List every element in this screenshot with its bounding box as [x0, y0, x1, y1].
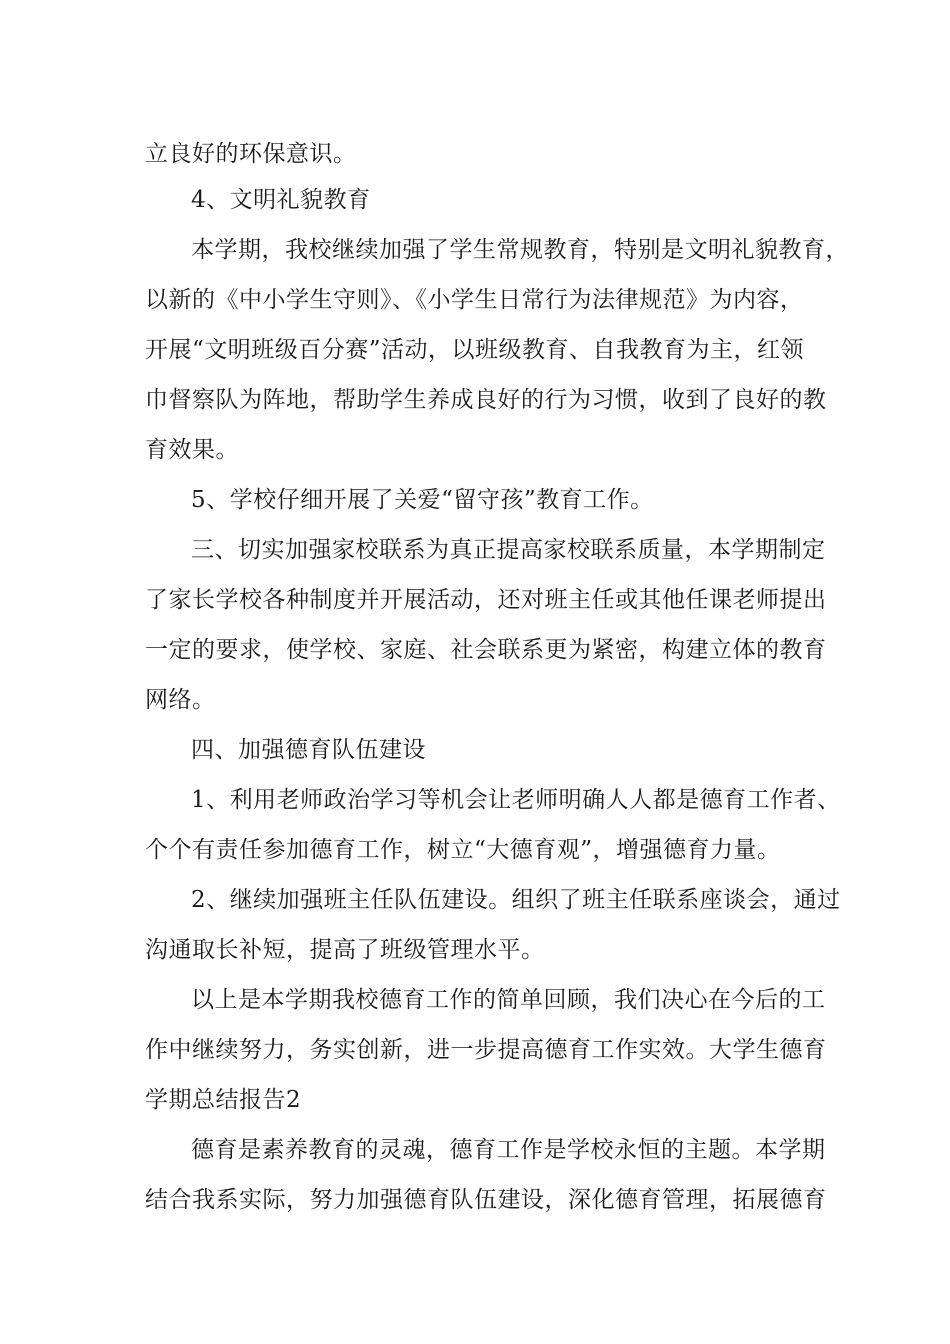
paragraph-line: 以上是本学期我校德育工作的简单回顾，我们决心在今后的工	[191, 987, 826, 1013]
paragraph-line: 2、继续加强班主任队伍建设。组织了班主任联系座谈会，通过	[191, 887, 841, 913]
paragraph-line: 育效果。	[145, 437, 239, 463]
paragraph-line: 个个有责任参加德育工作，树立“大德育观”，增强德育力量。	[145, 837, 781, 863]
paragraph-line: 以新的《中小学生守则》、《小学生日常行为法律规范》为内容，	[145, 287, 804, 313]
paragraph-line: 学期总结报告2	[145, 1087, 302, 1113]
paragraph-line: 一定的要求，使学校、家庭、社会联系更为紧密，构建立体的教育	[145, 637, 827, 663]
paragraph-line: 5、学校仔细开展了关爱“留守孩”教育工作。	[191, 487, 654, 513]
paragraph-line: 网络。	[145, 687, 216, 713]
paragraph-line: 1、利用老师政治学习等机会让老师明确人人都是德育工作者、	[191, 787, 841, 813]
paragraph-line: 作中继续努力，务实创新，进一步提高德育工作实效。大学生德育	[145, 1037, 827, 1063]
paragraph-line: 巾督察队为阵地，帮助学生养成良好的行为习惯，收到了良好的教	[145, 387, 827, 413]
paragraph-line: 了家长学校各种制度并开展活动，还对班主任或其他任课老师提出	[145, 587, 827, 613]
paragraph-line: 沟通取长补短，提高了班级管理水平。	[145, 937, 545, 963]
paragraph-line: 本学期，我校继续加强了学生常规教育，特别是文明礼貌教育，	[191, 237, 849, 263]
paragraph-line: 结合我系实际，努力加强德育队伍建设，深化德育管理，拓展德育	[145, 1187, 827, 1213]
section-heading: 三、切实加强家校联系为真正提高家校联系质量，本学期制定	[191, 537, 826, 563]
section-heading: 4、文明礼貌教育	[191, 187, 371, 213]
paragraph-line: 立良好的环保意识。	[145, 141, 357, 167]
paragraph-line: 开展“文明班级百分赛”活动，以班级教育、自我教育为主，红领	[145, 337, 805, 363]
paragraph-line: 德育是素养教育的灵魂，德育工作是学校永恒的主题。本学期	[191, 1137, 826, 1163]
section-heading: 四、加强德育队伍建设	[191, 737, 426, 763]
